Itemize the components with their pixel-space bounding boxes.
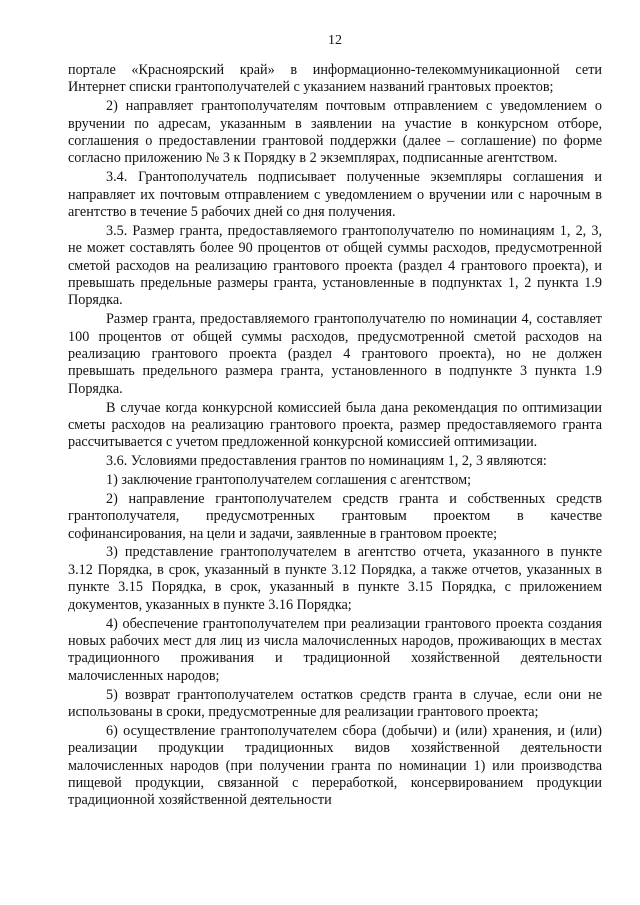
paragraph: 3.6. Условиями предоставления грантов по номинациям 1, 2, 3 являются: (106, 453, 547, 470)
page-number: 12 (328, 33, 342, 48)
paragraph: 3.4. Грантополучатель подписывает полученные экземпляры соглашения и направляет их почтовым отправлением с уведомлением о вручении или с нарочным в агентство в течение 5 рабочих дней со дня получения. (68, 169, 602, 221)
paragraph: 2) направляет грантополучателям почтовым отправлением с уведомлением о вручении по адресам, указанным в заявлении на участие в конкурсном отборе, соглашения о предоставлении грантовой поддержки (далее – соглашение) по форме согласно приложению № 3 к Порядку в 2 экземплярах, подписанные агентством. (68, 98, 602, 167)
paragraph: 4) обеспечение грантополучателем при реализации грантового проекта создания новых рабочих мест для лиц из числа малочисленных народов, проживающих в местах традиционного проживания и традиционной хозяйственной деятельности малочисленных народов; (68, 615, 602, 684)
paragraph: Размер гранта, предоставляемого грантополучателю по номинации 4, составляет 100 процентов от общей суммы расходов, предусмотренной сметой расходов на реализацию грантового проекта (раздел 4 грантового проекта), но не должен превышать предельного размера гранта, установленного в подпункте 3 пункта 1.9 Порядка. (68, 311, 602, 397)
document-body (68, 62, 602, 810)
paragraph: В случае когда конкурсной комиссией была дана рекомендация по оптимизации сметы расходов на реализацию грантового проекта, размер предоставляемого гранта рассчитывается с учетом предложенной конкурсной комиссией оптимизации. (68, 399, 602, 451)
paragraph: 3.5. Размер гранта, предоставляемого грантополучателю по номинациям 1, 2, 3, не может составлять более 90 процентов от общей суммы расходов, предусмотренной сметой расходов на реализацию грантового проекта (раздел 4 грантового проекта), и превышать предельные размеры гранта, установленные в подпунктах 1, 2 пункта 1.9 Порядка. (68, 222, 602, 309)
paragraph: 1) заключение грантополучателем соглашения с агентством; (106, 472, 472, 489)
paragraph: 2) направление грантополучателем средств гранта и собственных средств грантополучателя, предусмотренных грантовым проектом в качестве софинансирования, на цели и задачи, заявленные в грантовом проекте; (68, 490, 602, 542)
paragraph: порталe «Красноярский край» в информационно-телекоммуникационной сети Интернет списки грантополучателей с указанием названий грантовых проектов; (68, 62, 602, 96)
paragraph: 6) осуществление грантополучателем сбора (добычи) и (или) хранения, и (или) реализации продукции традиционных видов хозяйственной деятельности малочисленных народов (при получении гранта по номинации 1) или производства пищевой продукции, связанной с переработкой, консервированием продукции традиционной хозяйственной деятельности (68, 722, 602, 809)
paragraph: 3) представление грантополучателем в агентство отчета, указанного в пункте 3.12 Порядка, в срок, указанный в пункте 3.12 Порядка, а также отчетов, указанных в пункте 3.15 Порядка, в срок, указанный в пункте 3.15 Порядка, с приложением документов, указанных в пункте 3.16 Порядка; (68, 544, 602, 613)
paragraph: 5) возврат грантополучателем остатков средств гранта в случае, если они не использованы в сроки, предусмотренные для реализации грантового проекта; (68, 686, 602, 720)
